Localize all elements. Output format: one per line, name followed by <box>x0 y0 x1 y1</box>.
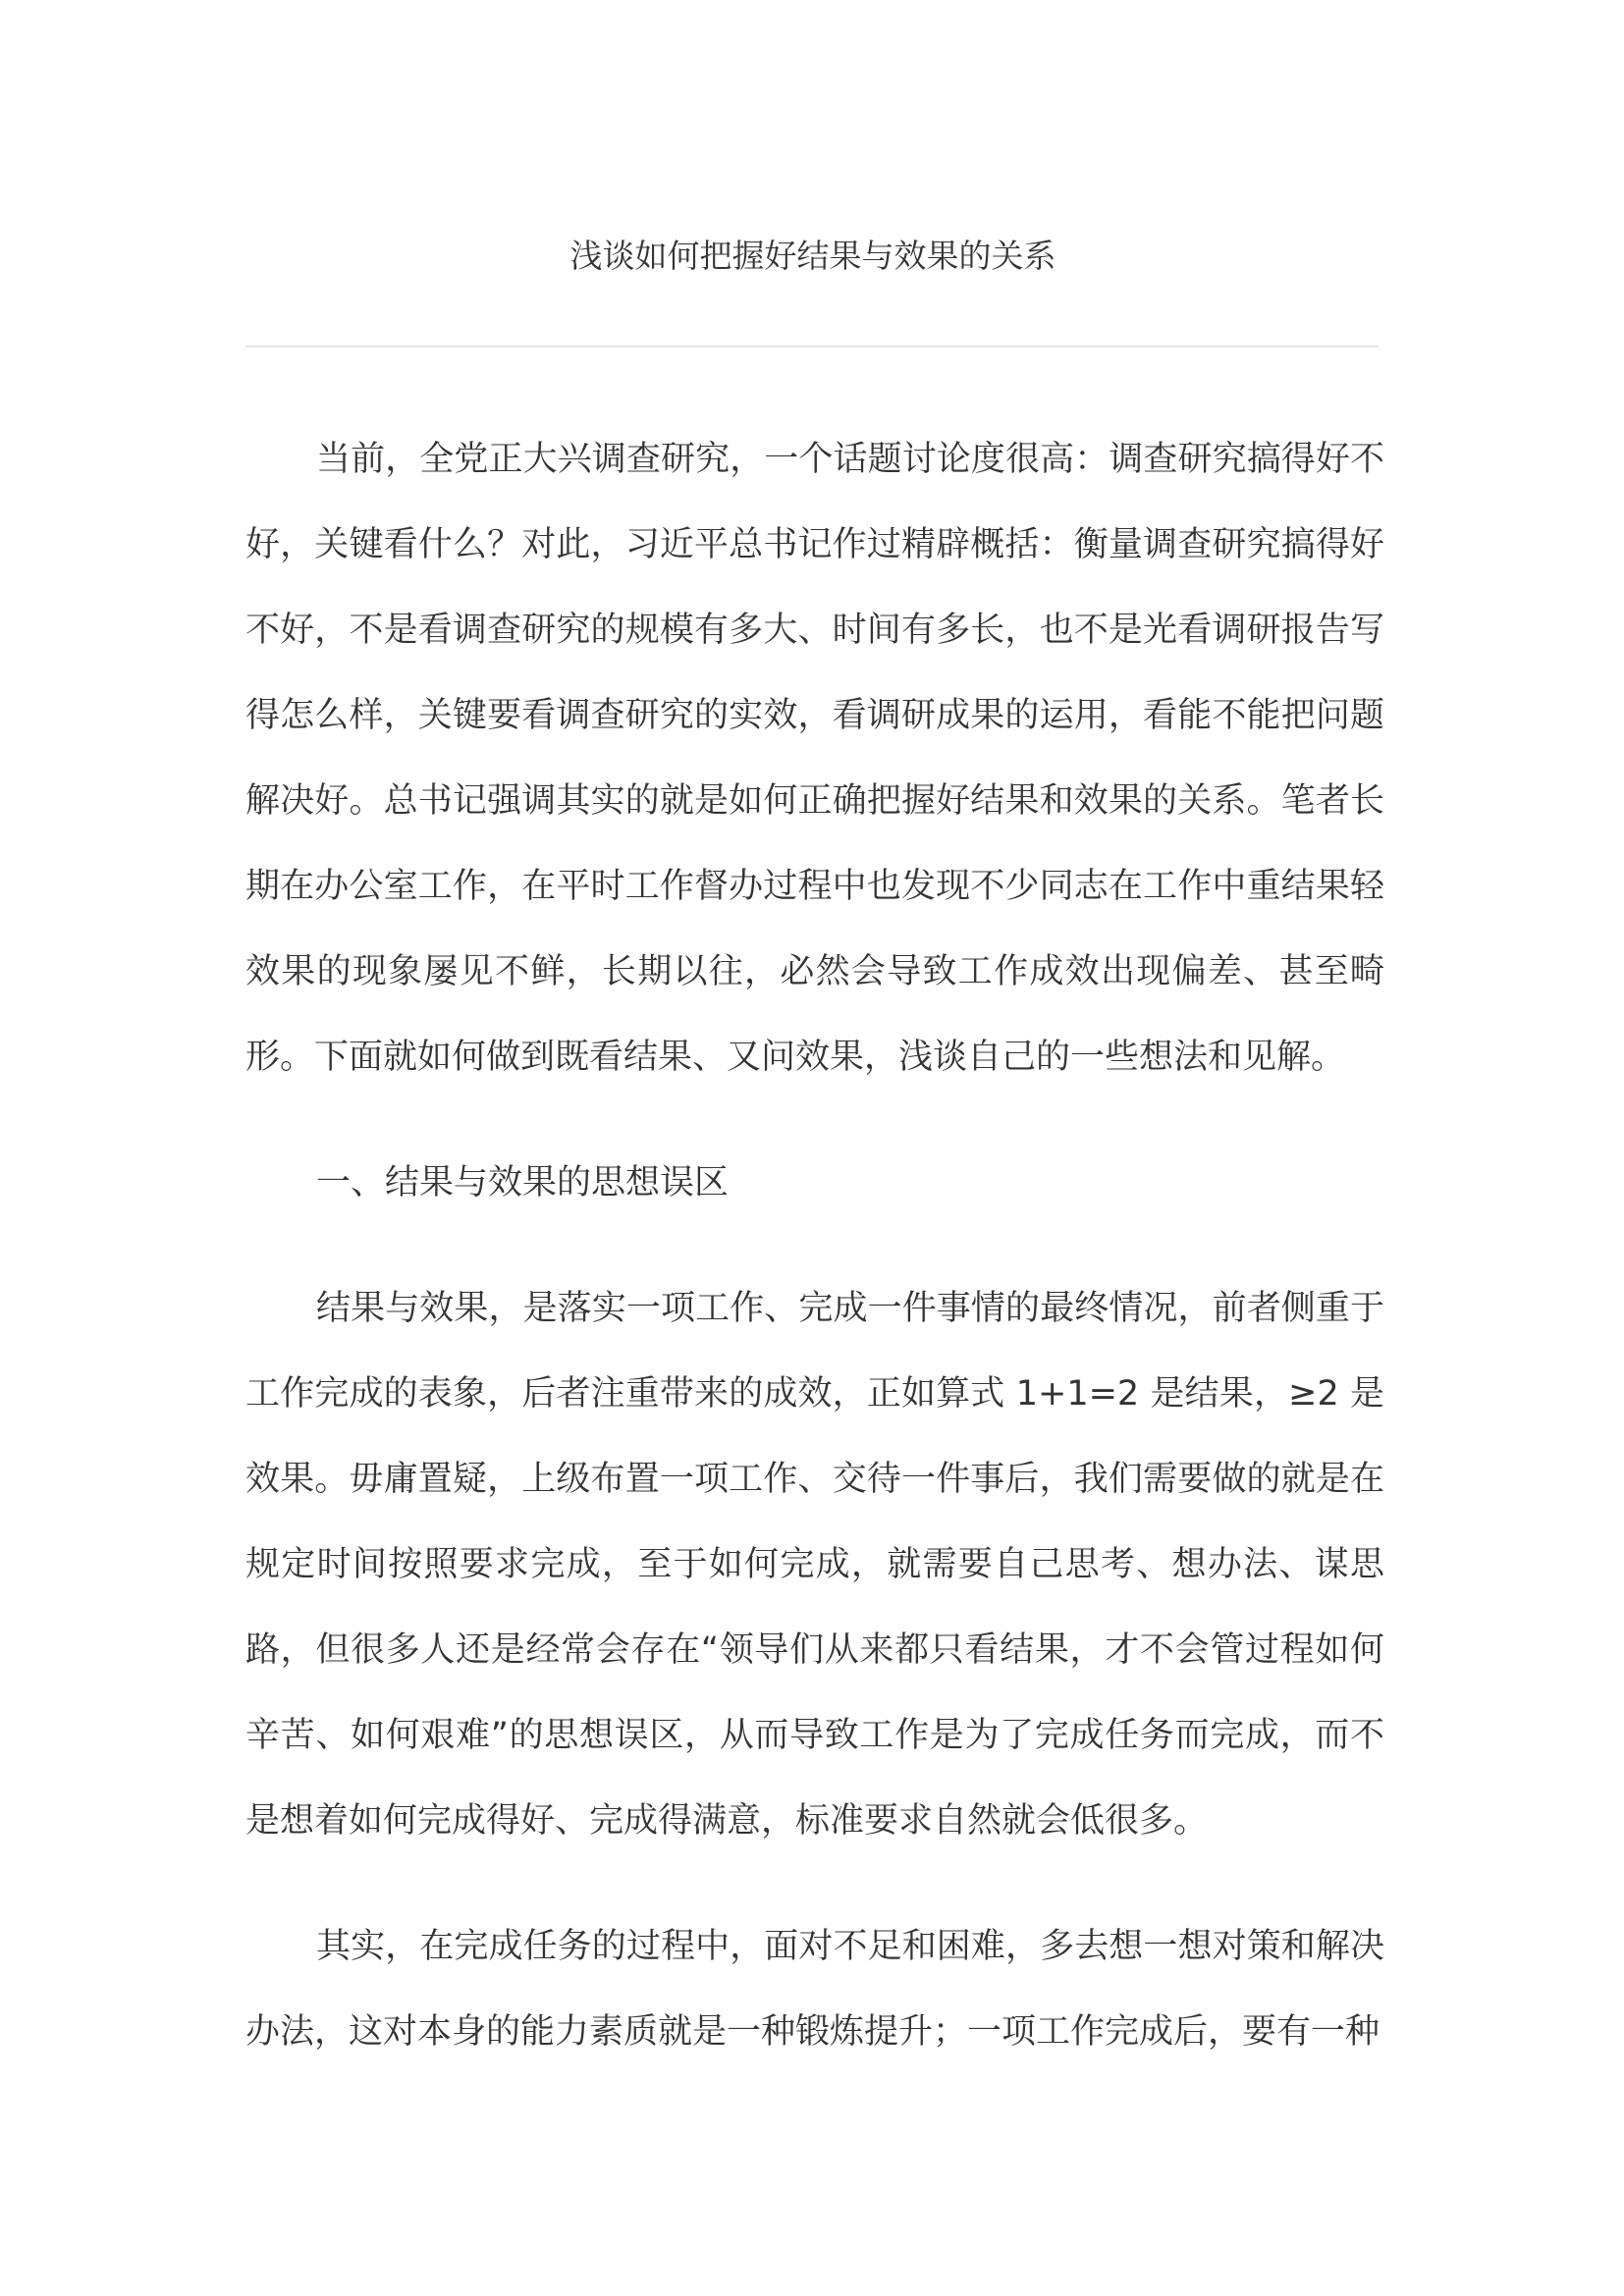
paragraph-results-vs-effects: 结果与效果，是落实一项工作、完成一件事情的最终情况，前者侧重于工作完成的表象，后者注重带来的成效，正如算式 1+1=2 是结果，≥2 是效果。毋庸置疑，上级布置一项工作、交待一件事后，我们需要做的就是在规定时间按照要求完成，至于如何完成，就需要自己思考、想办法、谋思路，但很多人还是经常会存在“领导们从来都只看结果，才不会管过程如何辛苦、如何艰难”的思想误区，从而导致工作是为了完成任务而完成，而不是想着如何完成得好、完成得满意，标准要求自然就会低很多。 <box>245 1289 1384 1841</box>
document-body <box>245 417 1384 2075</box>
title-divider <box>245 346 1379 347</box>
paragraph-intro: 当前，全党正大兴调查研究，一个话题讨论度很高：调查研究搞得好不好，关键看什么？对此，习近平总书记作过精辟概括：衡量调查研究搞得好不好，不是看调查研究的规模有多大、时间有多长，也不是光看调研报告写得怎么样，关键要看调查研究的实效，看调研成果的运用，看能不能把问题解决好。总书记强调其实的就是如何正确把握好结果和效果的关系。笔者长期在办公室工作，在平时工作督办过程中也发现不少同志在工作中重结果轻效果的现象屡见不鲜，长期以往，必然会导致工作成效出现偏差、甚至畸形。下面就如何做到既看结果、又问效果，浅谈自己的一些想法和见解。 <box>245 440 1384 1077</box>
document-title: 浅谈如何把握好结果与效果的关系 <box>569 237 1056 275</box>
section-heading-1: 一、结果与效果的思想误区 <box>316 1163 730 1202</box>
paragraph-in-fact: 其实，在完成任务的过程中，面对不足和困难，多去想一想对策和解决办法，这对本身的能力素质就是一种锻炼提升；一项工作完成后，要有一种 <box>245 1927 1384 2052</box>
